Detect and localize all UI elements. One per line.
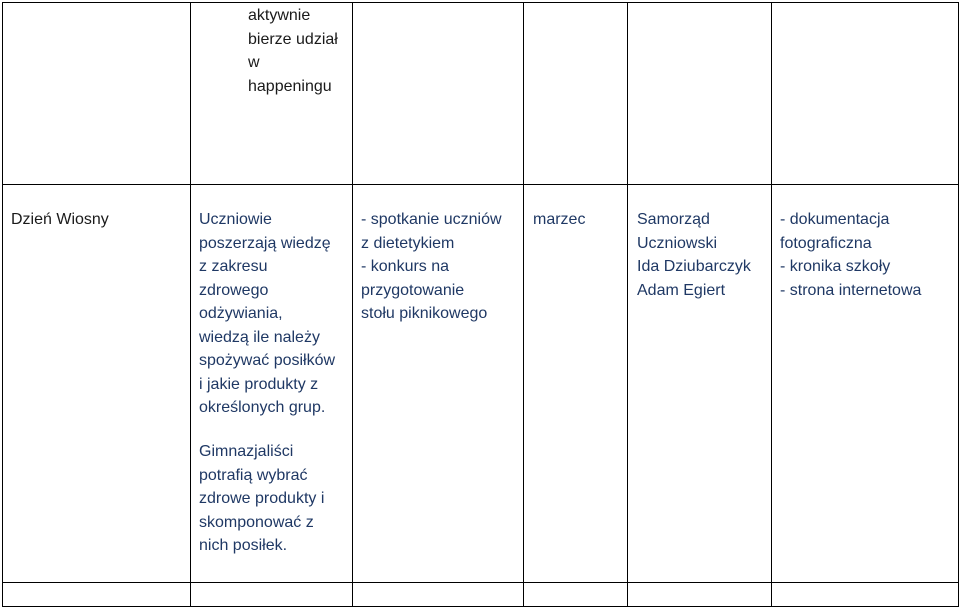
- date-cell: marzec: [533, 211, 586, 228]
- column-divider: [771, 2, 772, 607]
- evaluation-cell: - dokumentacja fotograficzna - kronika szkoły - strona internetowa: [780, 211, 922, 299]
- participation-text: aktywnie bierze udział w happeningu: [248, 7, 338, 95]
- activities-cell: - spotkanie uczniów z dietetykiem - konkurs na przygotowanie stołu piknikowego: [361, 211, 502, 322]
- table-border-top: [2, 2, 959, 3]
- row-divider: [2, 184, 959, 185]
- column-divider: [352, 2, 353, 607]
- table-border-bottom: [2, 606, 959, 607]
- column-divider: [190, 2, 191, 607]
- event-name-cell: Dzień Wiosny: [11, 211, 109, 228]
- table-border-left: [2, 2, 3, 607]
- goals-cell-1: Uczniowie poszerzają wiedzę z zakresu zdrowego odżywiania, wiedzą ile należy spożywać posiłków i jakie produkty z określonych grup.: [199, 211, 336, 416]
- table-border-right: [958, 2, 959, 607]
- row-divider: [2, 582, 959, 583]
- goals-cell-2: Gimnazjaliści potrafią wybrać zdrowe produkty i skomponować z nich posiłek.: [199, 443, 325, 554]
- responsible-cell: Samorząd Uczniowski Ida Dziubarczyk Adam Egiert: [637, 211, 751, 299]
- column-divider: [627, 2, 628, 607]
- column-divider: [523, 2, 524, 607]
